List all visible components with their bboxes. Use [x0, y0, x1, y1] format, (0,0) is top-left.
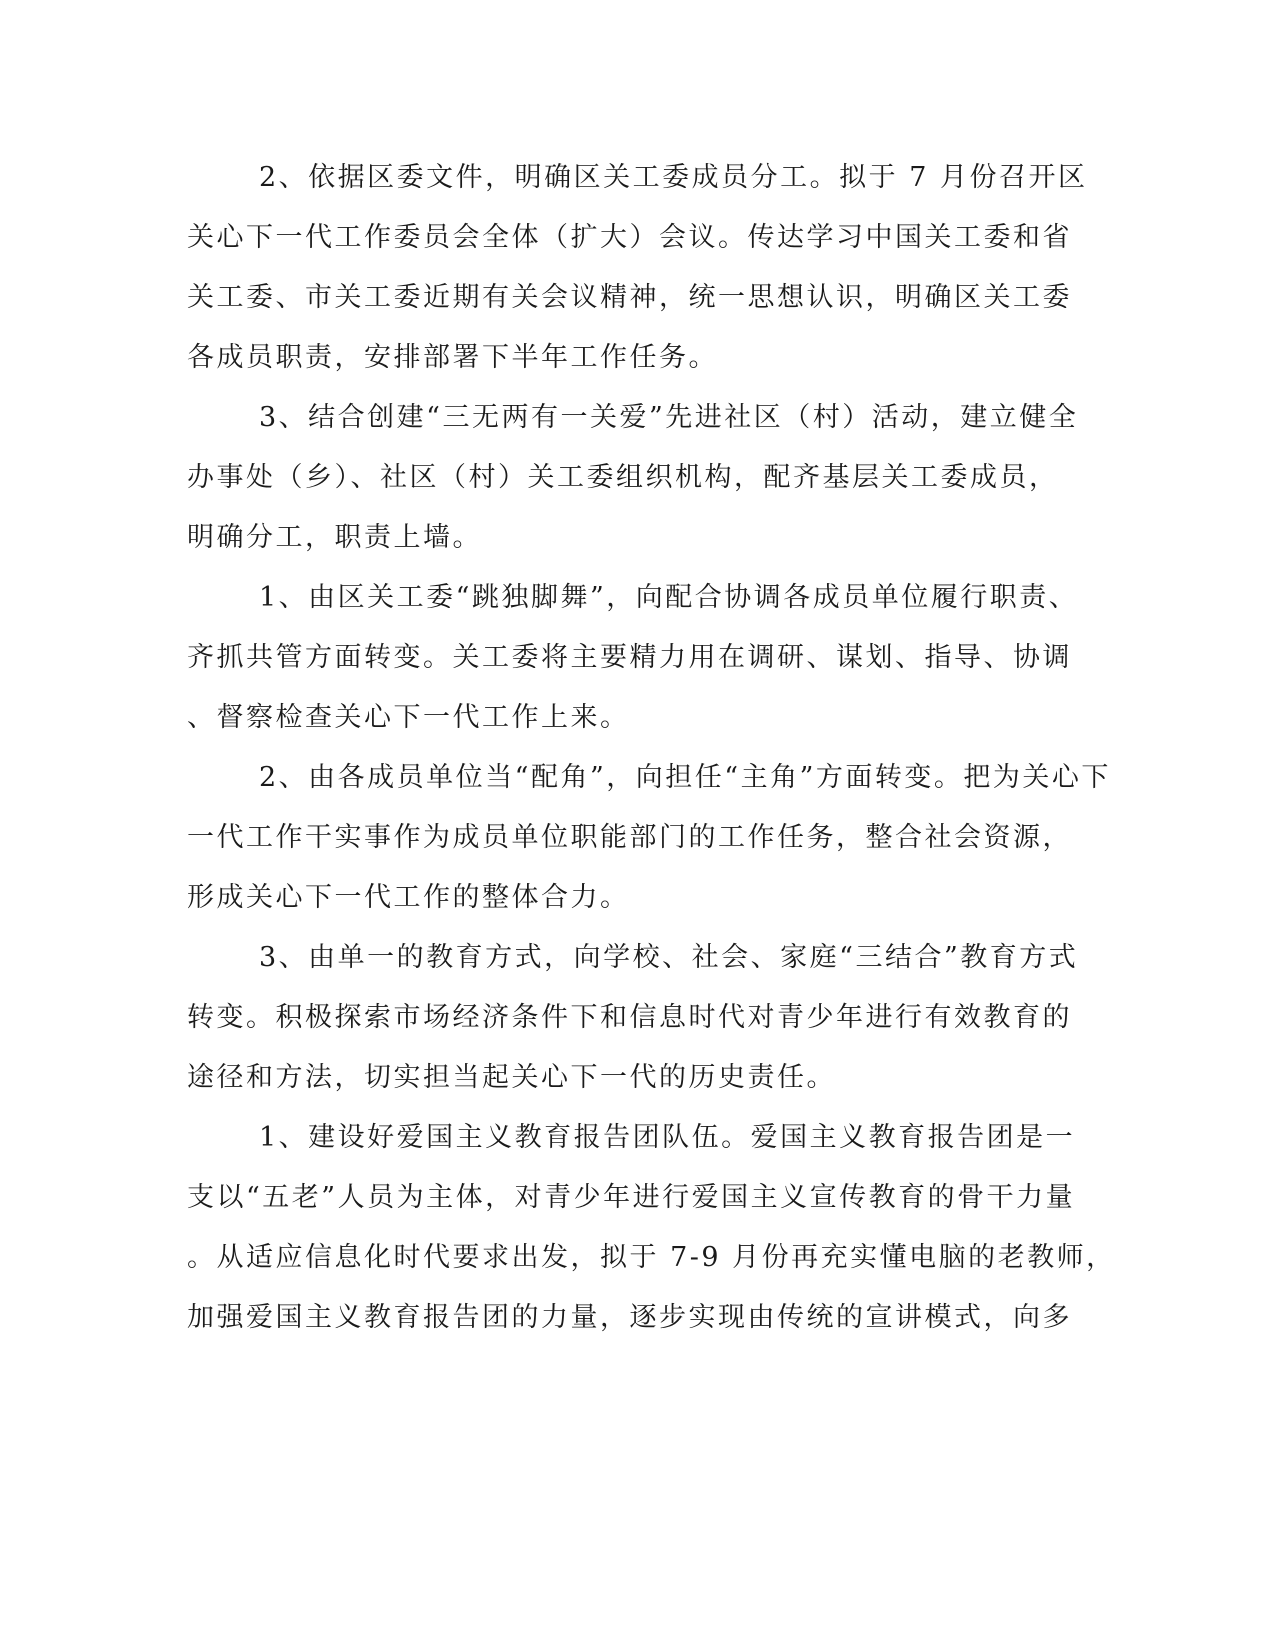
paragraph-line: 转变。积极探索市场经济条件下和信息时代对青少年进行有效教育的 — [187, 1002, 1072, 1033]
paragraph-line: 各成员职责，安排部署下半年工作任务。 — [187, 342, 718, 373]
paragraph-line: 2、依据区委文件，明确区关工委成员分工。拟于 7 月份召开区 — [259, 162, 1088, 193]
paragraph-line: 支以“五老”人员为主体，对青少年进行爱国主义宣传教育的骨干力量 — [187, 1182, 1076, 1213]
paragraph-line: 、督察检查关心下一代工作上来。 — [187, 702, 630, 733]
paragraph-line: 办事处（乡）、社区（村）关工委组织机构，配齐基层关工委成员， — [187, 462, 1059, 493]
paragraph-line: 3、由单一的教育方式，向学校、社会、家庭“三结合”教育方式 — [259, 942, 1079, 973]
paragraph-line: 2、由各成员单位当“配角”，向担任“主角”方面转变。把为关心下 — [259, 762, 1111, 793]
paragraph-line: 1、由区关工委“跳独脚舞”，向配合协调各成员单位履行职责、 — [259, 582, 1079, 613]
paragraph-line: 1、建设好爱国主义教育报告团队伍。爱国主义教育报告团是一 — [259, 1122, 1076, 1153]
paragraph-line: 关心下一代工作委员会全体（扩大）会议。传达学习中国关工委和省 — [187, 222, 1072, 253]
paragraph-line: 加强爱国主义教育报告团的力量，逐步实现由传统的宣讲模式，向多 — [187, 1302, 1072, 1333]
paragraph-line: 明确分工，职责上墙。 — [187, 522, 482, 553]
paragraph-line: 齐抓共管方面转变。关工委将主要精力用在调研、谋划、指导、协调 — [187, 642, 1072, 673]
paragraph-line: 3、结合创建“三无两有一关爱”先进社区（村）活动，建立健全 — [259, 402, 1079, 433]
paragraph-line: 。从适应信息化时代要求出发，拟于 7-9 月份再充实懂电脑的老教师， — [187, 1242, 1116, 1273]
paragraph-line: 形成关心下一代工作的整体合力。 — [187, 882, 630, 913]
paragraph-line: 途径和方法，切实担当起关心下一代的历史责任。 — [187, 1062, 836, 1093]
paragraph-line: 关工委、市关工委近期有关会议精神，统一思想认识，明确区关工委 — [187, 282, 1072, 313]
paragraph-line: 一代工作干实事作为成员单位职能部门的工作任务，整合社会资源， — [187, 822, 1072, 853]
